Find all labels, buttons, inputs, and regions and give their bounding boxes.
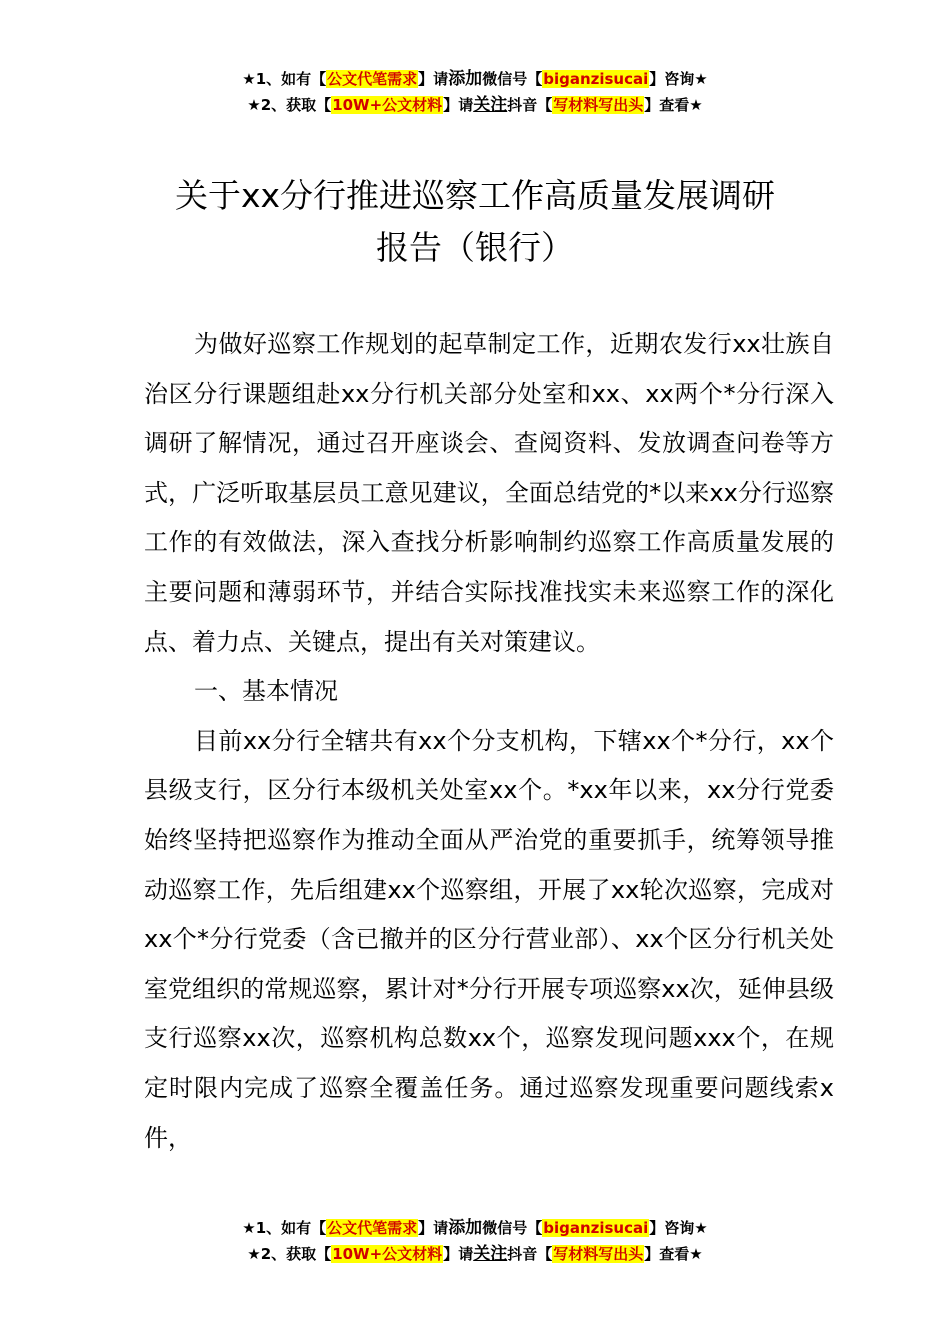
banner-highlight-materials: 10W+公文材料: [332, 96, 443, 114]
banner-line-1-strong: 添加: [448, 69, 483, 89]
banner-line-2-mid1: 】请: [443, 96, 474, 114]
footer-line-1-suffix: 】咨询★: [649, 1219, 708, 1237]
banner-line-2-mid2: 抖音【: [507, 96, 553, 114]
footer-banner-line-2: [0, 1241, 950, 1267]
footer-banner: [0, 1215, 950, 1267]
footer-line-1-mid1: 】请: [418, 1219, 449, 1237]
footer-line-2-mid1: 】请: [443, 1245, 474, 1263]
footer-highlight-wechat-id: biganzisucai: [543, 1219, 649, 1237]
footer-line-1-strong: 添加: [448, 1218, 483, 1238]
banner-highlight-service: 公文代笔需求: [327, 70, 418, 88]
footer-line-2-strong: 关注: [473, 1244, 508, 1264]
banner-line-2-prefix: ★2、获取【: [247, 96, 332, 114]
footer-highlight-douyin: 写材料写出头: [553, 1245, 644, 1263]
footer-highlight-materials: 10W+公文材料: [332, 1245, 443, 1263]
banner-line-2-strong: 关注: [473, 95, 508, 115]
footer-banner-line-1: [0, 1215, 950, 1241]
footer-line-2-mid2: 抖音【: [507, 1245, 553, 1263]
document-body: [144, 320, 834, 1163]
document-title-line-2: 报告（银行）: [376, 228, 574, 267]
banner-line-1-mid1: 】请: [418, 70, 449, 88]
banner-line-1-mid2: 微信号【: [482, 70, 543, 88]
banner-line-1-suffix: 】咨询★: [649, 70, 708, 88]
banner-line-2: [0, 92, 950, 118]
banner-line-1-prefix: ★1、如有【: [242, 70, 327, 88]
banner-line-1: [0, 66, 950, 92]
banner-highlight-wechat-id: biganzisucai: [543, 70, 649, 88]
footer-line-2-suffix: 】查看★: [644, 1245, 703, 1263]
banner-line-2-suffix: 】查看★: [644, 96, 703, 114]
document-title-line-1: 关于xx分行推进巡察工作高质量发展调研: [174, 176, 776, 215]
footer-line-2-prefix: ★2、获取【: [247, 1245, 332, 1263]
header-banner: [0, 66, 950, 118]
section-heading-basic-situation: 一、基本情况: [194, 677, 338, 706]
document-title: [130, 170, 820, 274]
footer-line-1-prefix: ★1、如有【: [242, 1219, 327, 1237]
paragraph-intro: 为做好巡察工作规划的起草制定工作，近期农发行xx壮族自治区分行课题组赴xx分行机关部分处室和xx、xx两个*分行深入调研了解情况，通过召开座谈会、查阅资料、发放调查问卷等方式，广泛听取基层员工意见建议，全面总结党的*以来xx分行巡察工作的有效做法，深入查找分析影响制约巡察工作高质量发展的主要问题和薄弱环节，并结合实际找准找实未来巡察工作的深化点、着力点、关键点，提出有关对策建议。: [144, 330, 834, 656]
footer-line-1-mid2: 微信号【: [482, 1219, 543, 1237]
footer-highlight-service: 公文代笔需求: [327, 1219, 418, 1237]
paragraph-basic-situation: 目前xx分行全辖共有xx个分支机构，下辖xx个*分行，xx个县级支行，区分行本级机关处室xx个。*xx年以来，xx分行党委始终坚持把巡察作为推动全面从严治党的重要抓手，统筹领导推动巡察工作，先后组建xx个巡察组，开展了xx轮次巡察，完成对xx个*分行党委（含已撤并的区分行营业部）、xx个区分行机关处室党组织的常规巡察，累计对*分行开展专项巡察xx次，延伸县级支行巡察xx次，巡察机构总数xx个，巡察发现问题xxx个，在规定时限内完成了巡察全覆盖任务。通过巡察发现重要问题线索x件，: [144, 726, 834, 1152]
banner-highlight-douyin: 写材料写出头: [553, 96, 644, 114]
